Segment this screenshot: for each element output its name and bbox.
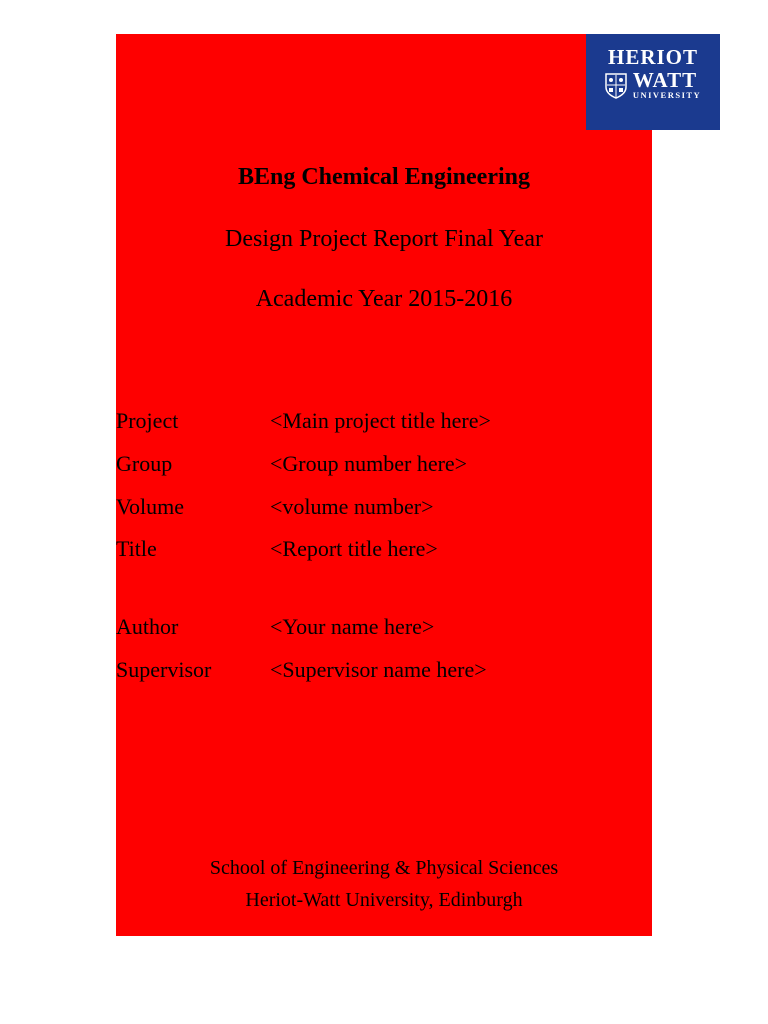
field-group — [116, 451, 467, 477]
field-label: Group — [116, 451, 173, 476]
field-supervisor — [116, 657, 487, 683]
logo-line-1: HERIOT — [607, 45, 699, 69]
field-label: Title — [116, 536, 157, 561]
school-name: School of Engineering & Physical Sciences — [209, 857, 559, 879]
field-label: Volume — [116, 494, 185, 519]
field-author — [116, 614, 434, 640]
university-logo — [586, 34, 720, 130]
field-value: <Report title here> — [270, 536, 438, 561]
field-title — [116, 536, 438, 562]
field-value: <Your name here> — [270, 614, 435, 639]
crest-icon — [605, 73, 627, 99]
field-value: <Supervisor name here> — [270, 657, 487, 682]
field-label: Supervisor — [116, 657, 212, 682]
academic-year: Academic Year 2015-2016 — [255, 286, 513, 312]
field-value: <Group number here> — [270, 451, 468, 476]
logo-line-2: WATT — [632, 68, 698, 92]
field-label: Author — [116, 614, 179, 639]
report-type: Design Project Report Final Year — [225, 226, 543, 252]
logo-line-3: UNIVERSITY — [632, 90, 702, 100]
field-value: <Main project title here> — [270, 408, 491, 433]
degree-title: BEng Chemical Engineering — [237, 164, 531, 190]
university-location: Heriot-Watt University, Edinburgh — [245, 889, 523, 911]
field-label: Project — [116, 408, 179, 433]
field-project — [116, 408, 491, 434]
field-volume — [116, 494, 434, 520]
field-value: <volume number> — [270, 494, 434, 519]
